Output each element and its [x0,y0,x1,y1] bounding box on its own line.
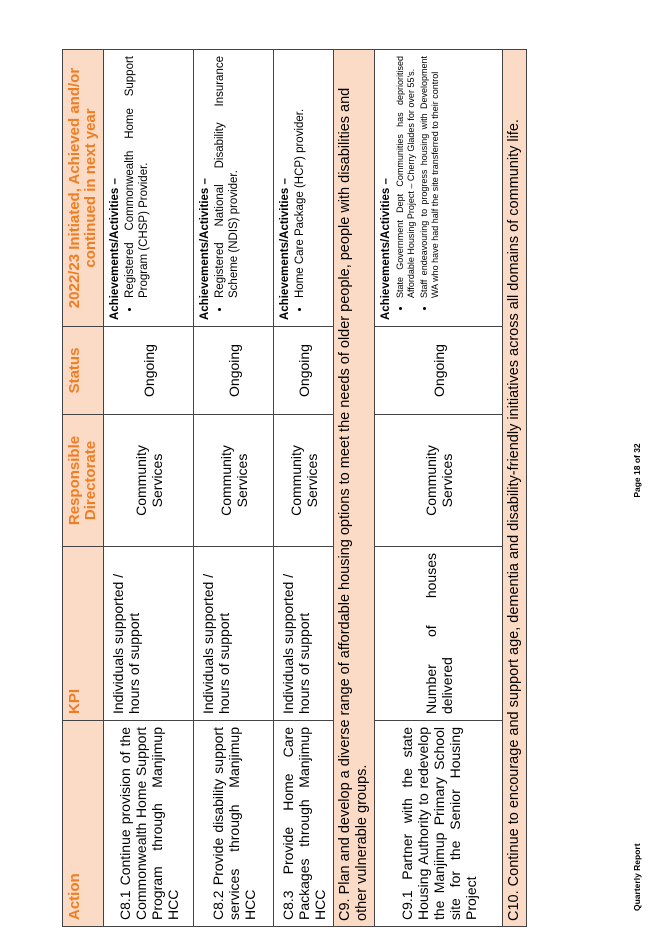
section-row-c9 [334,50,375,927]
action-cell: C9.1 Partner with the state Housing Authority to redevelop the Manjimup Primary School site for the Senior Housing Project [375,721,503,927]
section-row-c10 [503,50,527,927]
status-cell: Ongoing [104,327,194,415]
achievements-heading: Achievements/Activities – [380,178,392,320]
table-row [274,50,334,927]
header-row [63,50,104,927]
col-header-status: Status [63,327,104,415]
kpi-cell: Individuals supported / hours of support [274,547,334,721]
list-item: • Registered National Disability Insurance Scheme (NDIS) provider. [214,56,241,298]
col-header-directorate: Responsible Directorate [63,415,104,547]
directorate-cell: Community Services [274,415,334,547]
list-item: • Staff endeavouring to progress housing with Development WA who have had half the site transferred to their control [419,56,441,298]
table-row [104,50,194,927]
action-cell: C8.3 Provide Home Care Packages through Manjimup HCC [274,721,334,927]
achievements-heading: Achievements/Activities – [199,178,211,320]
col-header-action: Action [63,721,104,927]
achievements-list [124,56,151,320]
col-header-initiated: 2022/23 Initiated, Achieved and/or continued in next year [63,50,104,327]
status-cell: Ongoing [274,327,334,415]
directorate-cell: Community Services [375,415,503,547]
status-cell: Ongoing [194,327,274,415]
status-cell: Ongoing [375,327,503,415]
footer-title: Quarterly Report [632,843,642,911]
table-row [194,50,274,927]
kpi-cell: Individuals supported / hours of support [104,547,194,721]
achievements-heading: Achievements/Activities – [109,178,121,320]
achievements-list [214,56,241,320]
directorate-cell: Community Services [104,415,194,547]
achievements-list [395,56,441,320]
achievements-cell [375,50,503,327]
section-heading: C10. Continue to encourage and support age, dementia and disability-friendly initiatives across all domains of community life. [503,50,527,927]
page-number: Page 18 of 32 [632,443,642,498]
achievements-cell [194,50,274,327]
action-cell: C8.2 Provide disability support services through Manjimup HCC [194,721,274,927]
action-cell: C8.1 Continue provision of the Commonwealth Home Support Program through Manjimup HCC [104,721,194,927]
kpi-cell: Number of houses delivered [375,547,503,721]
list-item: • Home Care Package (HCP) provider. [294,56,308,298]
directorate-cell: Community Services [194,415,274,547]
table-row [375,50,503,927]
list-item: • Registered Commonwealth Home Support Program (CHSP) Provider. [124,56,151,298]
list-item: • State Government Dept Communities has deprioritised Affordable Housing Project – Cherry Glades for over 55's. [395,56,417,298]
section-heading: C9. Plan and develop a diverse range of affordable housing options to meet the needs of older people, people with disabilities and other vulnerable groups. [334,50,375,927]
action-plan-table [62,49,527,927]
achievements-cell [274,50,334,327]
kpi-cell: Individuals supported / hours of support [194,547,274,721]
achievements-heading: Achievements/Activities – [279,178,291,320]
achievements-cell [104,50,194,327]
col-header-kpi: KPI [63,547,104,721]
achievements-list [294,56,308,320]
